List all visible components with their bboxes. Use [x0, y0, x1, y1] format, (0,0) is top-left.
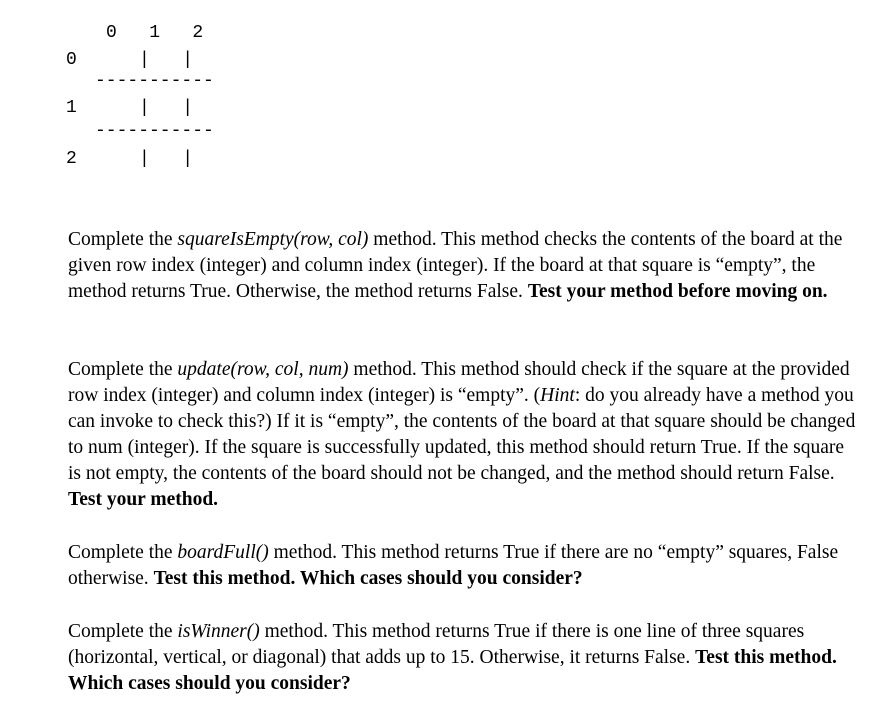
- instruction-board-full: [68, 540, 858, 592]
- board-separator-2: -----------: [95, 121, 214, 141]
- board-row-2-cells: | |: [139, 149, 194, 169]
- method-name-update: update(row, col, num): [177, 359, 349, 380]
- para2-test-instruction: Test your method.: [68, 489, 219, 510]
- para3-text-1: Complete the: [68, 542, 178, 563]
- method-name-board-full: boardFull(): [177, 542, 269, 563]
- board-row-1-cells: | |: [139, 98, 194, 118]
- instruction-is-winner: [68, 619, 858, 697]
- instruction-update: [68, 357, 858, 513]
- para3-text-2: method. This method returns True if there are no “empty” squares, False otherwise.: [68, 542, 839, 589]
- para2-text-2: method. This method should check if the square at the provided row index (integer) and column index (integer) is “empty”. (: [68, 359, 850, 406]
- para4-test-instruction: Test this method. Which cases should you consider?: [68, 647, 837, 694]
- para2-text-3: : do you already have a method you can invoke to check this?) If it is “empty”, the contents of the board at that square should be changed to num (integer). If the square is successfully updated, this method should return True. If the square is not empty, the contents of the board should not be changed, and the method should return False.: [68, 385, 856, 484]
- board-row-0-cells: | |: [139, 50, 194, 70]
- para4-text-2: method. This method returns True if there is one line of three squares (horizontal, vertical, or diagonal) that adds up to 15. Otherwise, it returns False.: [68, 621, 805, 668]
- para1-test-instruction: Test your method before moving on.: [527, 281, 828, 302]
- para3-test-instruction: Test this method. Which cases should you consider?: [153, 568, 583, 589]
- para1-text-2: method. This method checks the contents of the board at the given row index (integer) and column index (integer). If the board at that square is “empty”, the method returns True. Otherwise, the method returns False.: [68, 229, 843, 302]
- para1-text-1: Complete the: [68, 229, 178, 250]
- para2-text-1: Complete the: [68, 359, 178, 380]
- row-index-label-1: 1: [66, 98, 77, 118]
- board-separator-1: -----------: [95, 71, 214, 91]
- row-index-label-2: 2: [66, 149, 77, 169]
- method-name-square-is-empty: squareIsEmpty(row, col): [177, 229, 369, 250]
- instruction-square-is-empty: [68, 227, 858, 305]
- hint-label: Hint: [540, 385, 575, 406]
- column-index-header: 0 1 2: [106, 23, 204, 43]
- row-index-label-0: 0: [66, 50, 77, 70]
- para4-text-1: Complete the: [68, 621, 178, 642]
- method-name-is-winner: isWinner(): [177, 621, 260, 642]
